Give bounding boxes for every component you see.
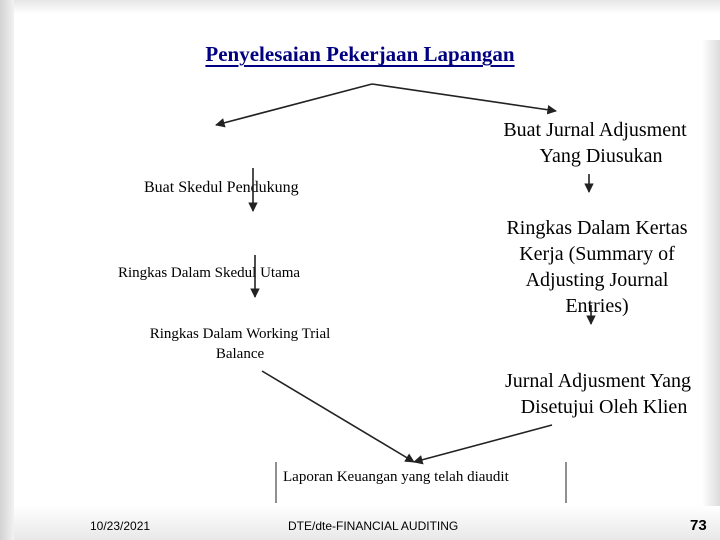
- node-ringkas-kertas-line-1: Ringkas Dalam Kertas: [506, 217, 688, 239]
- node-ringkas-working-line-2: Balance: [215, 346, 265, 362]
- footer-date: 10/23/2021: [90, 519, 151, 533]
- arrow-disetujui-to-laporan: [414, 425, 552, 462]
- node-ringkas-working-line-1: Ringkas Dalam Working Trial: [149, 326, 331, 342]
- node-buat-jurnal-line-1: Buat Jurnal Adjusment: [503, 119, 687, 141]
- page-title: Penyelesaian Pekerjaan Lapangan: [205, 42, 515, 66]
- node-buat-skedul: Buat Skedul Pendukung: [144, 179, 299, 196]
- arrow-title-to-right: [372, 84, 556, 111]
- node-buat-jurnal-line-2: Yang Diusukan: [539, 145, 663, 167]
- arrow-working-to-laporan: [262, 371, 414, 462]
- node-laporan: Laporan Keuangan yang telah diaudit: [283, 469, 509, 485]
- node-ringkas-skedul: Ringkas Dalam Skedul Utama: [118, 265, 301, 281]
- page-number: 73: [690, 517, 707, 534]
- footer-course: DTE/dte-FINANCIAL AUDITING: [288, 519, 459, 533]
- arrow-title-to-left: [216, 84, 372, 125]
- node-ringkas-kertas-line-4: Entries): [565, 295, 629, 317]
- node-ringkas-kertas-line-2: Kerja (Summary of: [519, 243, 675, 265]
- node-ringkas-kertas-line-3: Adjusting Journal: [525, 269, 669, 291]
- node-jurnal-disetujui-line-1: Jurnal Adjusment Yang: [504, 370, 692, 392]
- node-jurnal-disetujui-line-2: Disetujui Oleh Klien: [520, 396, 688, 418]
